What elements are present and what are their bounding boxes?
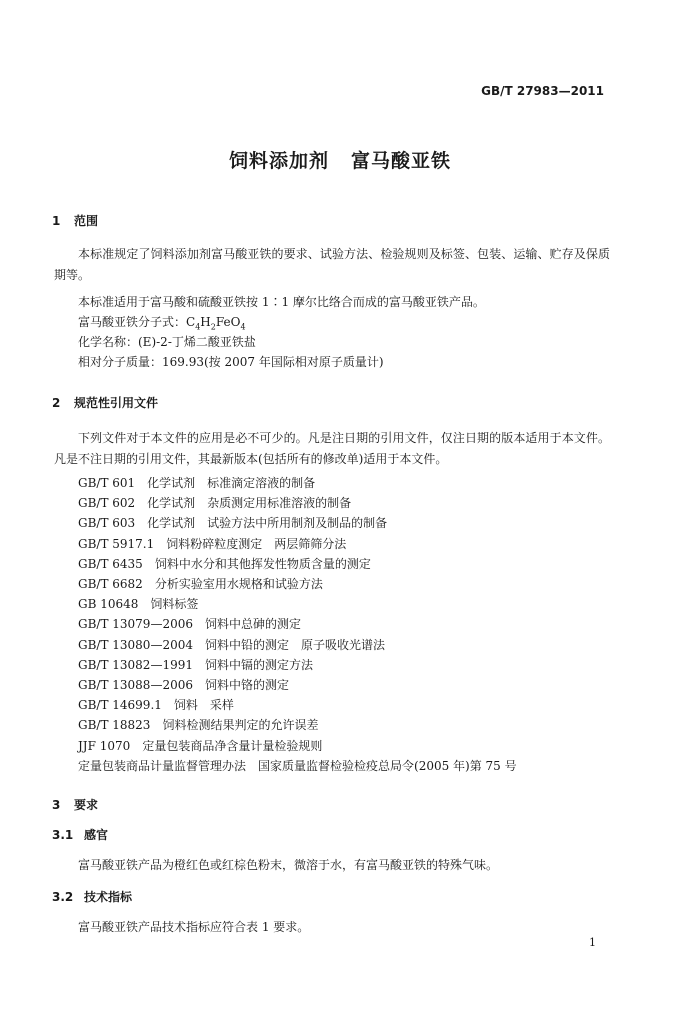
reference-code: GB/T 13079—2006 bbox=[78, 617, 193, 632]
formula-o-count: 4 bbox=[240, 322, 246, 332]
reference-title: 化学试剂 杂质测定用标准溶液的制备 bbox=[147, 496, 352, 511]
formula-h-count: 2 bbox=[210, 322, 216, 332]
reference-code: GB/T 14699.1 bbox=[78, 698, 162, 713]
subsection-number: 3.1 bbox=[52, 828, 74, 842]
section-title: 要求 bbox=[74, 798, 99, 812]
molecular-formula bbox=[78, 313, 246, 331]
reference-item bbox=[78, 595, 198, 612]
section-number: 3 bbox=[52, 798, 61, 812]
reference-title: 饲料中铬的测定 bbox=[204, 678, 289, 692]
reference-item bbox=[78, 757, 517, 774]
standard-code: GB/T 27983—2011 bbox=[481, 84, 604, 98]
reference-code: GB/T 18823 bbox=[78, 718, 151, 733]
reference-title: 饲料中镉的测定方法 bbox=[204, 657, 313, 672]
reference-code: JJF 1070 bbox=[78, 738, 131, 753]
formula-c-count: 4 bbox=[195, 322, 201, 332]
reference-title: 国家质量监督检验检疫总局令(2005 年)第 75 号 bbox=[258, 758, 517, 773]
reference-code: GB/T 603 bbox=[78, 516, 136, 531]
reference-title: 化学试剂 标准滴定溶液的制备 bbox=[147, 476, 316, 490]
section-1-heading bbox=[52, 212, 98, 229]
reference-code: 定量包装商品计量监督管理办法 bbox=[78, 758, 247, 773]
reference-item bbox=[78, 555, 371, 572]
section-title: 规范性引用文件 bbox=[74, 396, 159, 410]
section-number: 2 bbox=[52, 396, 61, 410]
reference-code: GB 10648 bbox=[78, 597, 139, 612]
reference-title: 分析实验室用水规格和试验方法 bbox=[154, 577, 323, 591]
reference-item bbox=[78, 575, 323, 592]
title-part-2: 富马酸亚铁 bbox=[351, 150, 452, 172]
reference-item bbox=[78, 514, 387, 531]
reference-code: GB/T 13088—2006 bbox=[78, 678, 193, 692]
reference-item bbox=[78, 535, 346, 552]
reference-item bbox=[78, 716, 318, 733]
reference-title: 饲料 采样 bbox=[173, 698, 234, 713]
reference-code: GB/T 602 bbox=[78, 496, 136, 511]
reference-code: GB/T 6435 bbox=[78, 556, 143, 571]
reference-item bbox=[78, 494, 351, 511]
page-number: 1 bbox=[589, 936, 596, 949]
section-3-heading bbox=[52, 796, 98, 813]
technical-indicators-text: 富马酸亚铁产品技术指标应符合表 1 要求。 bbox=[78, 920, 310, 934]
subsection-3-1-heading bbox=[52, 826, 108, 843]
formula-h: H bbox=[200, 315, 211, 329]
reference-title: 饲料标签 bbox=[150, 597, 199, 612]
subsection-title: 技术指标 bbox=[84, 890, 133, 904]
sensory-text: 富马酸亚铁产品为橙红色或红棕色粉末，微溶于水，有富马酸亚铁的特殊气味。 bbox=[78, 858, 499, 872]
reference-item bbox=[78, 615, 301, 632]
molecular-mass: 相对分子质量：169.93(按 2007 年国际相对原子质量计) bbox=[78, 355, 384, 369]
reference-title: 饲料中总砷的测定 bbox=[204, 617, 301, 632]
reference-title: 化学试剂 试验方法中所用制剂及制品的制备 bbox=[147, 516, 388, 531]
reference-title: 定量包装商品净含量计量检验规则 bbox=[142, 738, 323, 753]
reference-item bbox=[78, 656, 313, 673]
reference-code: GB/T 601 bbox=[78, 476, 136, 490]
reference-code: GB/T 6682 bbox=[78, 577, 143, 591]
reference-item bbox=[78, 636, 385, 653]
subsection-3-2-heading bbox=[52, 888, 132, 905]
reference-title: 饲料检测结果判定的允许误差 bbox=[162, 718, 319, 733]
reference-item bbox=[78, 676, 289, 693]
reference-title: 饲料中铅的测定 原子吸收光谱法 bbox=[204, 637, 385, 652]
applicability-paragraph: 本标准适用于富马酸和硫酸亚铁按 1∶1 摩尔比络合而成的富马酸亚铁产品。 bbox=[78, 295, 485, 309]
reference-code: GB/T 5917.1 bbox=[78, 536, 155, 551]
reference-title: 饲料粉碎粒度测定 两层筛筛分法 bbox=[166, 536, 347, 551]
scope-paragraph: 本标准规定了饲料添加剂富马酸亚铁的要求、试验方法、检验规则及标签、包装、运输、贮存及保质期等。 bbox=[54, 247, 610, 282]
references-intro: 下列文件对于本文件的应用是必不可少的。凡是注日期的引用文件，仅注日期的版本适用于本文件。凡是不注日期的引用文件，其最新版本(包括所有的修改单)适用于本文件。 bbox=[54, 431, 610, 466]
reference-code: GB/T 13082—1991 bbox=[78, 657, 193, 672]
reference-item bbox=[78, 474, 315, 491]
chemical-name: 化学名称：(E)-2-丁烯二酸亚铁盐 bbox=[78, 335, 256, 349]
formula-feo: FeO bbox=[215, 315, 241, 329]
formula-c: C bbox=[186, 315, 196, 329]
reference-code: GB/T 13080—2004 bbox=[78, 637, 193, 652]
reference-title: 饲料中水分和其他挥发性物质含量的测定 bbox=[154, 556, 371, 571]
formula-label: 富马酸亚铁分子式： bbox=[78, 315, 187, 329]
section-2-heading bbox=[52, 394, 158, 411]
subsection-number: 3.2 bbox=[52, 890, 74, 904]
section-number: 1 bbox=[52, 214, 61, 228]
reference-item bbox=[78, 696, 234, 713]
document-title bbox=[0, 146, 680, 173]
title-part-1: 饲料添加剂 bbox=[228, 150, 329, 172]
subsection-title: 感官 bbox=[84, 828, 109, 842]
section-title: 范围 bbox=[74, 214, 99, 228]
reference-item bbox=[78, 737, 322, 754]
